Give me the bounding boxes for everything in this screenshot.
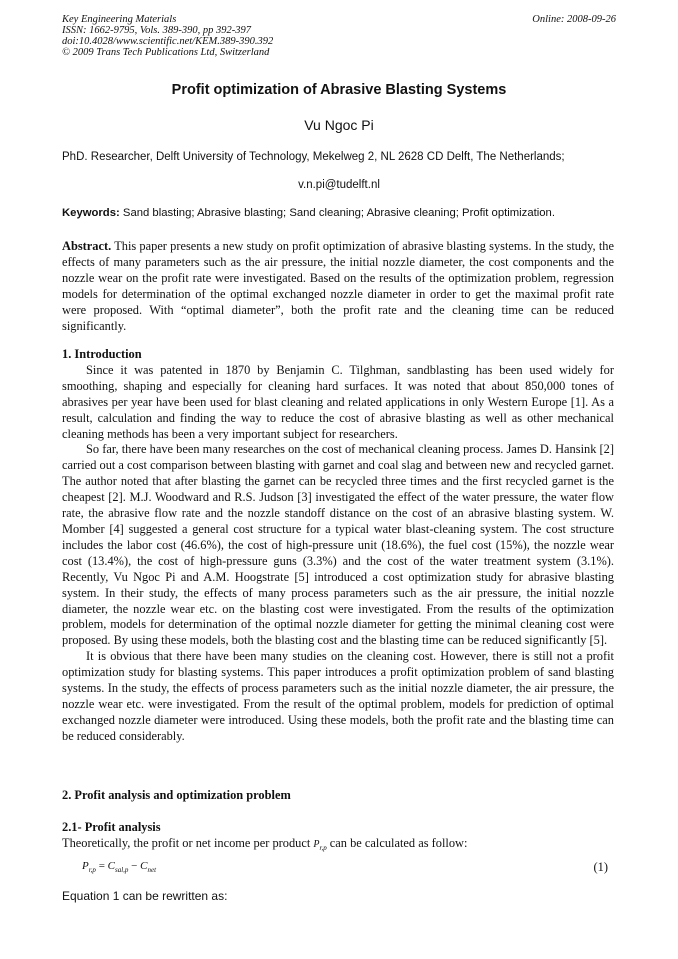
- introduction-section: [62, 347, 614, 745]
- introduction-heading: 1. Introduction: [62, 347, 142, 361]
- introduction-paragraph-2: So far, there have been many researches on the cost of mechanical cleaning process. James D. Hansink [2] carried out a cost comparison between blasting with garnet and coal slag and between new and recycled garnet. The author noted that after blasting the garnet can be recycled three times and the first recycled garnet is the cheapest [2]. M.J. Woodward and R.S. Judson [3] investigated the effect of the water pressure, the water flow rate, the abrasive flow rate and the nozzle standoff distance on the cost of an abrasive blasting system. W. Momber [4] suggested a general cost structure for a typical water blast-cleaning system. The cost structure includes the labor cost (46.6%), the cost of high-pressure unit (18.6%), the fuel cost (15%), the nozzle wear cost (13.4%), the cost of high-pressure guns (3.3%) and the cost of the water treatment system (3.1%). Recently, Vu Ngoc Pi and A.M. Hoogstrate [5] introduced a cost optimization study for abrasive blasting system. In their study, the effects of many process parameters such as the air pressure, the initial nozzle diameter, the nozzle wear etc. on the blasting cost were investigated. From the results of the optimization problem, models for determination of the optimal nozzle diameter for getting the minimal cleaning cost were proposed. By using these models, both the blasting cost and the blasting time can be reduced significantly [5].: [62, 442, 614, 648]
- equation-1: $P_{r,p} = C_{sal,p} - C_{net}$: [82, 860, 157, 875]
- keywords: [62, 207, 622, 219]
- introduction-paragraph-1: Since it was patented in 1870 by Benjamin C. Tilghman, sandblasting has been used widely for smoothing, shaping and especially for cleaning hard surfaces. It was noted that about 850,000 tones of abrasives per year have been used for blast cleaning and related applications in only Western Europe [1]. As a result, calculation and finding the way to reduce the cost of abrasive blasting as well as other mechanical cleaning methods has been a very important subject for researchers.: [62, 362, 614, 441]
- section-2-1-heading: 2.1- Profit analysis: [62, 820, 161, 834]
- author-email: v.n.pi@tudelft.nl: [298, 179, 380, 191]
- equation-1-number: (1): [593, 860, 608, 874]
- section-2-1: [62, 820, 614, 857]
- profit-symbol: $P_{r,p}$: [313, 838, 327, 852]
- keywords-label: Keywords:: [62, 207, 120, 219]
- affiliation: PhD. Researcher, Delft University of Technology, Mekelweg 2, NL 2628 CD Delft, The Netherlands;: [62, 151, 565, 163]
- journal-name: Key Engineering Materials: [62, 14, 177, 25]
- abstract-text: This paper presents a new study on profit optimization of abrasive blasting systems. In the study, the effects of many parameters such as the air pressure, the initial nozzle diameter, the cost components and the nozzle wear on the profit rate were investigated. Based on the results of the optimization problem, regression models for determination of the optimal exchanged nozzle diameter in order to get the maximal profit rate were proposed. With “optimal diameter”, both the profit rate and the cleaning time can be reduced significantly.: [62, 239, 614, 333]
- online-date: Online: 2008-09-26: [532, 14, 616, 25]
- abstract: [62, 239, 614, 334]
- keywords-text: Sand blasting; Abrasive blasting; Sand cleaning; Abrasive cleaning; Profit optimization.: [119, 207, 555, 219]
- after-equation-text: Equation 1 can be rewritten as:: [62, 889, 228, 903]
- issn-line: ISSN: 1662-9795, Vols. 389-390, pp 392-397: [62, 25, 251, 36]
- journal-header: [62, 14, 616, 58]
- abstract-label: Abstract.: [62, 239, 112, 253]
- section-2: [62, 788, 614, 804]
- paper-title: Profit optimization of Abrasive Blasting Systems: [171, 82, 507, 98]
- author-name: Vu Ngoc Pi: [304, 117, 374, 133]
- section-2-1-text: Theoretically, the profit or net income per product $P_{r,p}$ can be calculated as follow:: [62, 835, 468, 852]
- section-2-heading: 2. Profit analysis and optimization problem: [62, 788, 291, 802]
- doi-line: doi:10.4028/www.scientific.net/KEM.389-390.392: [62, 36, 274, 47]
- introduction-paragraph-3: It is obvious that there have been many studies on the cleaning cost. However, there is still not a profit optimization study for blasting systems. This paper introduces a profit optimization problem of sand blasting systems. In the study, the effects of process parameters such as the initial nozzle diameter, the air pressure, the nozzle wear etc. were investigated. From the result of the optimal problem, models for prediction of optimal exchanged nozzle diameter were introduced. Using these models, both the profit rate and the blasting time can be reduced considerably.: [62, 649, 614, 743]
- copyright-line: © 2009 Trans Tech Publications Ltd, Switzerland: [62, 47, 270, 58]
